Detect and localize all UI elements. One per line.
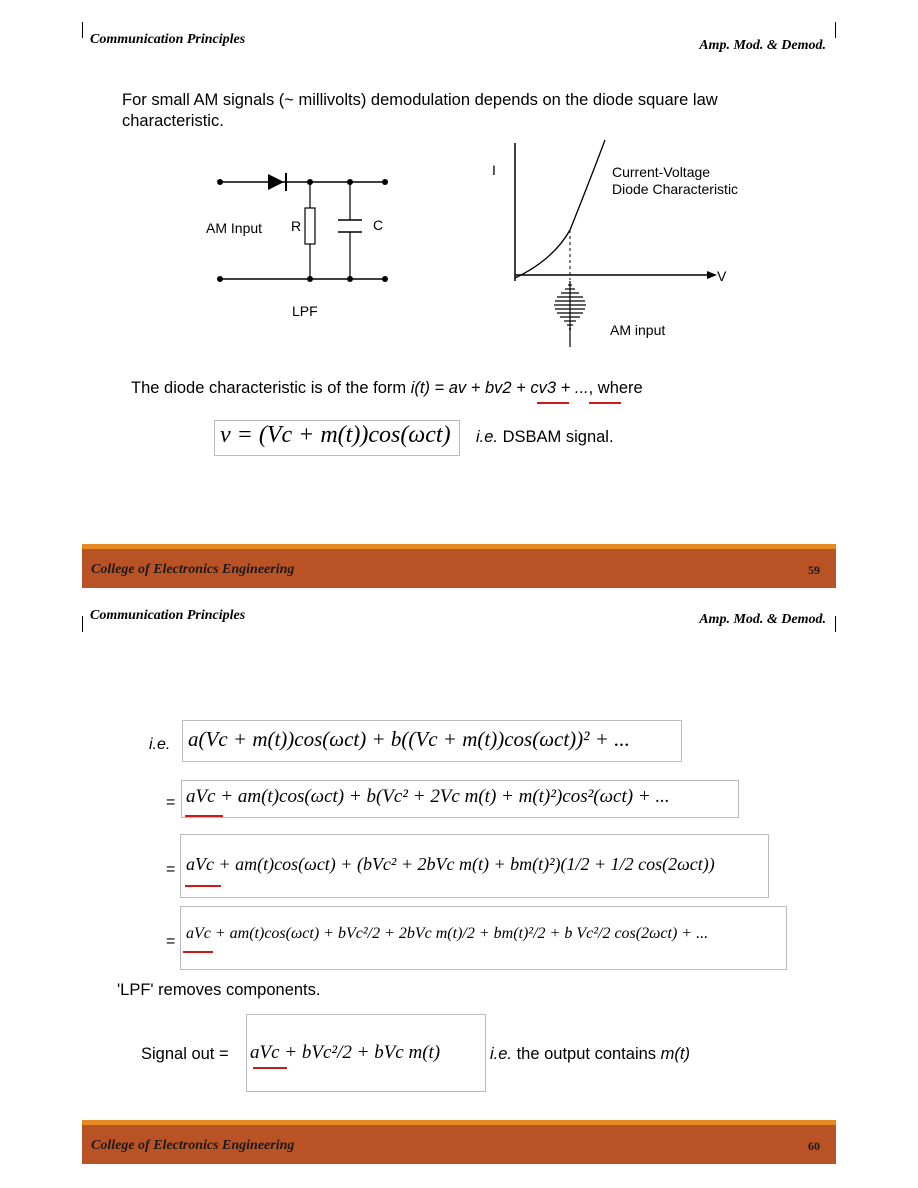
- expansion-line-4: aVc + am(t)cos(ωct) + bVc²/2 + 2bVc m(t)/2 + bm(t)²/2 + b Vc²/2 cos(2ωct) + ...: [186, 925, 709, 942]
- i-axis-label: I: [492, 162, 496, 178]
- expansion-line-3: aVc + am(t)cos(ωct) + (bVc² + 2bVc m(t) + bm(t)²)(1/2 + 1/2 cos(2ωct)): [186, 854, 715, 874]
- graph-title-line1: Current-Voltage: [612, 164, 711, 180]
- expansion-line-2: aVc + am(t)cos(ωct) + b(Vc² + 2Vc m(t) + m(t)²)cos²(ωct) + ...: [186, 786, 670, 807]
- graph-title-line2: Diode Characteristic: [612, 181, 739, 197]
- mt-label: m(t): [660, 1045, 690, 1063]
- iv-curve: [515, 140, 605, 278]
- am-input-waveform: [554, 281, 586, 347]
- header-tick-left: [82, 22, 83, 38]
- header-chapter: Amp. Mod. & Demod.: [699, 612, 826, 627]
- equals-sign-4: =: [166, 933, 176, 950]
- underline-bv2: [537, 402, 569, 404]
- v-equation: v = (Vc + m(t))cos(ωct): [220, 422, 451, 448]
- dsbam-note: [476, 427, 614, 448]
- header-tick-right: [835, 22, 836, 38]
- expansion-line-1: a(Vc + m(t))cos(ωct) + b((Vc + m(t))cos(ωct))² + ...: [188, 727, 630, 751]
- signal-out-label: Signal out =: [141, 1045, 229, 1063]
- v-axis-arrow: [707, 271, 717, 279]
- am-input-caption: AM input: [610, 322, 666, 338]
- underline-avc-out: [253, 1067, 287, 1069]
- diode-form-line: [131, 378, 643, 399]
- output-contains-text: the output contains: [512, 1045, 661, 1063]
- footer-bar: [82, 1125, 836, 1164]
- header-chapter: Amp. Mod. & Demod.: [699, 38, 826, 53]
- underline-avc-4: [183, 951, 213, 953]
- diode-symbol: [268, 174, 284, 190]
- ie-label: i.e.: [476, 428, 499, 446]
- header-tick-left: [82, 616, 83, 632]
- footer-bar: [82, 549, 836, 588]
- page-60: [0, 594, 918, 1188]
- header-title: Communication Principles: [90, 608, 246, 623]
- r-label: R: [291, 218, 302, 234]
- am-input-label: AM Input: [206, 220, 263, 236]
- page-number: 60: [808, 1139, 820, 1153]
- page-number: 59: [808, 563, 820, 577]
- resistor-symbol: [305, 208, 315, 244]
- diode-iv-graph: [485, 135, 765, 355]
- lpf-text: 'LPF' removes components.: [117, 981, 321, 999]
- equals-sign-3: =: [166, 861, 176, 878]
- header-tick-right: [835, 616, 836, 632]
- underline-cv3: [589, 402, 621, 404]
- header-title: Communication Principles: [90, 32, 246, 47]
- ie-label-2: i.e.: [490, 1045, 513, 1063]
- equals-sign-2: =: [166, 794, 176, 811]
- underline-avc-3: [185, 885, 221, 887]
- lpf-label: LPF: [292, 303, 318, 319]
- diode-form-prefix: The diode characteristic is of the form: [131, 379, 411, 397]
- v-axis-label: V: [717, 268, 727, 284]
- intro-paragraph: For small AM signals (~ millivolts) demodulation depends on the diode square law characteristic.: [122, 91, 718, 130]
- lpf-circuit-diagram: [200, 160, 400, 320]
- diode-form-expression: i(t) = av + bv2 + cv3 + ...: [410, 379, 589, 397]
- underline-avc-2: [185, 815, 223, 817]
- footer-college: College of Electronics Engineering: [91, 1138, 295, 1153]
- c-label: C: [373, 217, 384, 233]
- output-note: [490, 1044, 690, 1065]
- dsbam-text: DSBAM signal.: [498, 428, 614, 446]
- footer-college: College of Electronics Engineering: [91, 562, 295, 577]
- diode-form-suffix: , where: [588, 379, 643, 397]
- signal-out-expression: aVc + bVc²/2 + bVc m(t): [250, 1042, 441, 1063]
- ie-label: i.e.: [149, 736, 171, 753]
